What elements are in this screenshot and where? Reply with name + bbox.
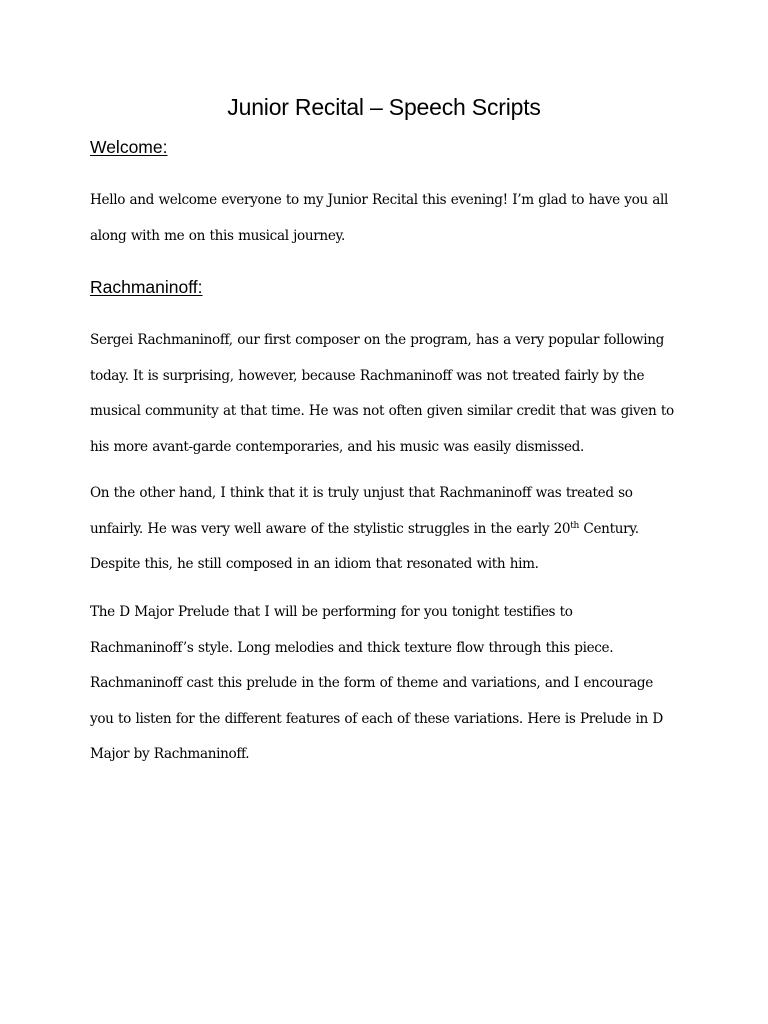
paragraph-line: you to listen for the different features of each of these variations. Here is Prelude in D [90,710,663,727]
paragraph-line: The D Major Prelude that I will be performing for you tonight testifies to [90,604,573,620]
paragraph-line: Major by Rachmaninoff. [90,746,250,762]
section-heading-welcome: Welcome: [90,137,168,157]
rachmaninoff-paragraph-1 [90,323,680,465]
paragraph-line: Rachmaninoff’s style. Long melodies and thick texture flow through this piece. [90,639,614,656]
rachmaninoff-paragraph-2 [90,476,680,583]
paragraph-line: On the other hand, I think that it is truly unjust that Rachmaninoff was treated so [90,485,633,501]
paragraph-line: along with me on this musical journey. [90,227,346,244]
line-text: Century. [578,520,639,537]
line-text: unfairly. He was very well aware of the stylistic struggles in the early 20 [90,520,571,537]
paragraph-line: today. It is surprising, however, because Rachmaninoff was not treated fairly by the [90,367,645,384]
page-title: Junior Recital – Speech Scripts [227,94,541,120]
welcome-paragraph [90,183,680,254]
paragraph-line [90,512,680,548]
rachmaninoff-paragraph-3 [90,595,680,773]
ordinal-suffix: th [570,520,579,531]
section-heading-rachmaninoff: Rachmaninoff: [90,277,203,297]
paragraph-line: Sergei Rachmaninoff, our first composer on the program, has a very popular following [90,332,664,348]
paragraph-line: his more avant-garde contemporaries, and his music was easily dismissed. [90,438,584,455]
paragraph-line: Despite this, he still composed in an idiom that resonated with him. [90,556,539,572]
paragraph-line: Rachmaninoff cast this prelude in the form of theme and variations, and I encourage [90,675,653,691]
paragraph-line: musical community at that time. He was not often given similar credit that was given to [90,403,674,419]
paragraph-line: Hello and welcome everyone to my Junior Recital this evening! I’m glad to have you all [90,192,669,208]
